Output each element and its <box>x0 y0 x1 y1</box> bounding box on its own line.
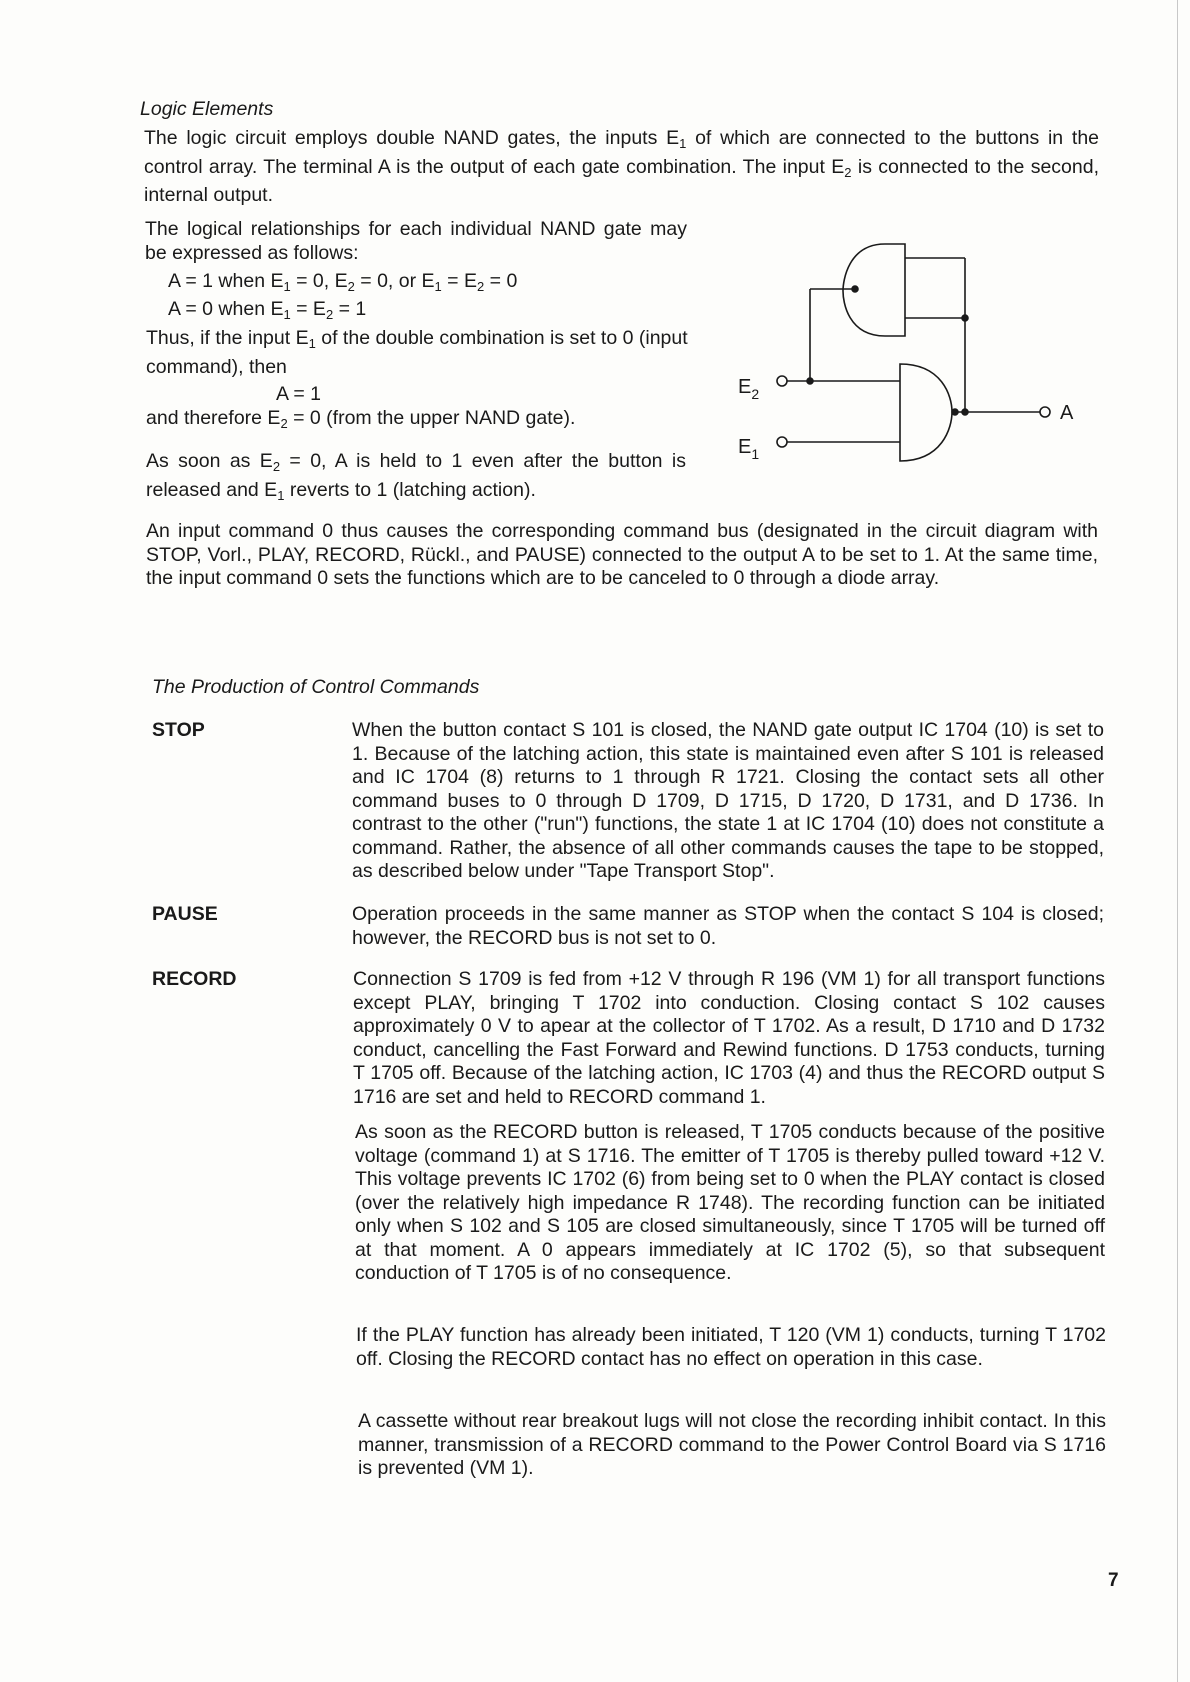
output-a-terminal <box>1040 407 1050 417</box>
formula-a-equals-1: A = 1 when $E_1 = 0$, $E_2 = 0$, or $E_1 = E_2 = 0$ <box>168 270 518 294</box>
e1-terminal <box>777 437 787 447</box>
label-e2: $E_2$ <box>738 376 760 402</box>
formula-a-result: A = 1 <box>276 383 321 405</box>
record-text-3: If the PLAY function has already been initiated, T 120 (VM 1) conducts, turning T 1702 off. Closing the RECORD contact has no effect on operation in this case. <box>356 1324 1106 1370</box>
record-text-1: Connection S 1709 is fed from +12 V through R 196 (VM 1) for all transport functions except PLAY, bringing T 1702 into conduction. Closing contact S 102 causes approximately 0 V to apear at the collector of T 1702. As a result, D 1710 and D 1732 conduct, cancelling the Fast Forward and Rewind functions. D 1753 conducts, turning T 1705 off. Because of the latching action, IC 1703 (4) and thus the RECORD output S 1716 are set and held to RECORD command 1. <box>353 968 1105 1108</box>
label-a: A <box>1060 402 1074 424</box>
stop-text: When the button contact S 101 is closed, the NAND gate output IC 1704 (10) is set to 1. Because of the latching action, this state is maintained even after S 101 is released and IC 1704 (8) returns to 1 through R 1721. Closing the contact sets all other command buses to 0 through D 1709, D 1715, D 1720, D 1731, and D 1736. In contrast to the other ("run") functions, the state 1 at IC 1704 (10) does not constitute a command. Rather, the absence of all other commands causes the tape to be stopped, as described below under "Tape Transport Stop". <box>352 719 1104 882</box>
label-e1: $E_1$ <box>738 436 760 462</box>
e2-terminal <box>777 376 787 386</box>
logic-intro: The logic circuit employs double NAND gates, the inputs $E_1$ of which are connected to the buttons in the control array. The terminal A is the output of each gate combination. The input $E_2$ is connected to the second, internal output. <box>144 127 1100 206</box>
logic-thus: Thus, if the input $E_1$ of the double combination is set to 0 (input command), then <box>146 327 688 378</box>
page-number: 7 <box>1108 1570 1119 1591</box>
record-text-4: A cassette without rear breakout lugs will not close the recording inhibit contact. In this manner, transmission of a RECORD command to the Power Control Board via S 1716 is prevented (VM 1). <box>358 1410 1106 1479</box>
nand-latch-diagram <box>720 236 1080 506</box>
stop-label: STOP <box>152 719 205 741</box>
formula-a-equals-0: A = 0 when $E_1 = E_2 = 1$ <box>168 298 367 322</box>
pause-text: Operation proceeds in the same manner as STOP when the contact S 104 is closed; however, the RECORD bus is not set to 0. <box>352 903 1104 949</box>
logic-command-bus: An input command 0 thus causes the corresponding command bus (designated in the circuit diagram with STOP, Vorl., PLAY, RECORD, Rückl., and PAUSE) connected to the output A to be set to 1. At the same time, the input command 0 sets the functions which are to be canceled to 0 through a diode array. <box>146 520 1098 589</box>
logic-heading: Logic Elements <box>140 98 274 120</box>
page-edge-line <box>1177 0 1178 1682</box>
record-text-2: As soon as the RECORD button is released, T 1705 conducts because of the positive voltage (command 1) at S 1716. The emitter of T 1705 is thereby pulled toward +12 V. This voltage prevents IC 1702 (6) from being set to 0 when the PLAY contact is closed (over the relatively high impedance R 1748). The recording function can be initiated only when S 102 and S 105 are closed simultaneously, since T 1705 will be turned off at that moment. A 0 appears immediately at IC 1702 (5), so that subsequent conduction of T 1705 is of no consequence. <box>355 1121 1105 1284</box>
logic-as-soon: As soon as $E_2 = 0$, A is held to 1 even after the button is released and $E_1$ reverts to 1 (latching action). <box>146 450 686 503</box>
logic-relationships: The logical relationships for each individual NAND gate may be expressed as follows: <box>145 218 687 264</box>
lower-nand-gate <box>900 364 952 461</box>
logic-therefore: and therefore $E_2 = 0$ (from the upper NAND gate). <box>146 407 576 431</box>
record-label: RECORD <box>152 968 237 990</box>
pause-label: PAUSE <box>152 903 218 925</box>
production-heading: The Production of Control Commands <box>152 676 480 698</box>
